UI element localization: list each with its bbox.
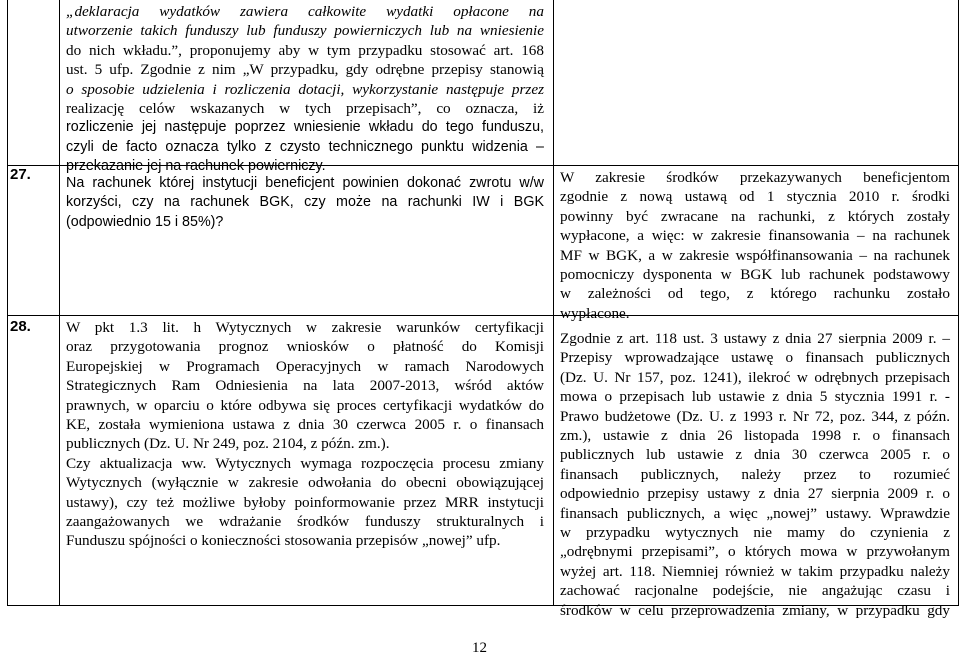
text-line: realizację celów wskazanych w tych przepisach”, co oznacza, iż xyxy=(66,100,544,118)
text-line: utworzenie takich funduszy lub funduszy powierniczych lub na wniesienie xyxy=(66,22,544,40)
text-line: zaangażowanych we wdrażanie środków funduszy strukturalnych i xyxy=(66,513,544,531)
text-line: publicznych (Dz. U. Nr 249, poz. 2104, z późn. zm.). xyxy=(66,435,390,453)
text-line: korzyści, czy na rachunek BGK, czy może na rachunki IW i BGK xyxy=(66,194,544,211)
text-line: ust. 5 ufp. Zgodnie z nim „W przypadku, gdy odrębne przepisy stanowią xyxy=(66,61,544,79)
text-line: W pkt 1.3 lit. h Wytycznych w zakresie warunków certyfikacji xyxy=(66,319,544,336)
row27-answer xyxy=(560,168,950,323)
text-line: Europejskiej w Programach Operacyjnych w ramach Narodowych xyxy=(66,357,544,375)
text-line: w przypadku wytycznych nie mamy do czynienia z xyxy=(560,524,950,542)
text-line: Czy aktualizacja ww. Wytycznych wymaga rozpoczęcia procesu zmiany xyxy=(66,454,544,472)
text-line: do nich wkładu.”, proponujemy aby w tym przypadku stosować art. 168 xyxy=(66,41,544,59)
row27-question xyxy=(66,174,544,232)
text-line: ustawy), czy też możliwe byłoby poinformowanie przez MRR instytucji xyxy=(66,493,544,511)
row28-answer xyxy=(560,329,950,620)
text-line: finansach publicznych, a więc „nowej” ustawy. Wprawdzie xyxy=(560,504,950,522)
column-divider-answer xyxy=(553,0,554,606)
text-line: pomocniczy dysponenta w BGK lub rachunek podstawowy xyxy=(560,266,950,284)
text-line: o sposobie udzielenia i rozliczenia dotacji, wykorzystanie następuje przez xyxy=(66,80,544,98)
text-line: oraz przygotowania prognoz wniosków o płatność do Komisji xyxy=(66,338,544,356)
text-line: KE, została wymieniona ustawa z dnia 30 czerwca 2005 r. o finansach xyxy=(66,416,544,434)
text-line: publicznych lub ustawie z dnia 30 czerwca 2005 r. o xyxy=(560,446,950,464)
text-line: Zgodnie z art. 118 ust. 3 ustawy z dnia 27 sierpnia 2009 r. – xyxy=(560,330,950,347)
text-line: Wytycznych (wyłącznie w zakresie odwołania do obecni obowiązującej xyxy=(66,474,544,492)
text-line: MF w BGK, a w zakresie współfinansowania – na rachunek xyxy=(560,246,950,264)
text-line: „odrębnymi przepisami”, o których mowa w przywołanym xyxy=(560,543,950,561)
text-line: wypłacone. xyxy=(560,304,630,322)
text-line: „deklaracja wydatków zawiera całkowite wydatki opłacone na xyxy=(66,3,544,20)
table-border-left xyxy=(7,0,8,606)
text-line: Na rachunek której instytucji beneficjent powinien dokonać zwrotu w/w xyxy=(66,175,544,191)
text-line: mowa o przepisach lub ustawie z dnia 5 stycznia 1991 r. - xyxy=(560,388,950,406)
text-line: odpowiednio przepisy ustawy z dnia 27 sierpnia 2009 r. o xyxy=(560,485,950,503)
text-line: W zakresie środków przekazywanych beneficjentom xyxy=(560,169,950,186)
text-line: finansach publicznych, należy przez to rozumieć xyxy=(560,465,950,483)
text-line: Funduszu spójności o konieczności stosowania przepisów „nowej” ufp. xyxy=(66,532,501,550)
text-line: wyżej art. 118. Niemniej również w takim przypadku należy xyxy=(560,562,950,580)
row-top-question xyxy=(66,2,544,176)
column-divider-number xyxy=(59,0,60,606)
text-line: środków w celu przeprowadzenia zmiany, w przypadku gdy xyxy=(560,601,950,619)
text-line: zgodnie z nową ustawą od 1 stycznia 2010 r. środki xyxy=(560,188,950,206)
row-number-28: 28. xyxy=(10,318,31,335)
text-line: (Dz. U. Nr 157, poz. 1241), ilekroć w odrębnych przepisach xyxy=(560,368,950,386)
table-border-right xyxy=(958,0,959,606)
text-line: czyli de facto oznacza tylko z czysto technicznego punktu widzenia – xyxy=(66,138,544,155)
text-line: zm.), ustawie z dnia 26 listopada 1998 r. o finansach xyxy=(560,427,950,445)
text-line: rozliczenie jej następuje poprzez wniesienie wkładu do tego funduszu, xyxy=(66,119,544,136)
text-line: Przepisy wprowadzające ustawę o finansach publicznych xyxy=(560,349,950,367)
row28-question xyxy=(66,318,544,551)
text-line: Strategicznych Ram Odniesienia na lata 2007-2013, wśród aktów xyxy=(66,377,544,395)
page-number: 12 xyxy=(472,640,487,656)
text-line: Prawo budżetowe (Dz. U. z 1993 r. Nr 72, poz. 344, z późn. xyxy=(560,407,950,425)
text-line: w zależności od tego, z którego rachunku zostało xyxy=(560,285,950,303)
text-line: wypłacone, a więc: w zakresie finansowania – na rachunek xyxy=(560,227,950,245)
row-number-27: 27. xyxy=(10,166,31,183)
text-line: (odpowiednio 15 i 85%)? xyxy=(66,213,224,230)
text-line: powinny być zwracane na rachunki, z których zostały xyxy=(560,207,950,225)
text-line: prawnych, w oparciu o które odbywa się proces certyfikacji wydatków do xyxy=(66,396,544,414)
text-line: przekazanie jej na rachunek powierniczy. xyxy=(66,158,326,175)
text-line: zachować racjonalne podejście, nie angażując czasu i xyxy=(560,582,950,600)
